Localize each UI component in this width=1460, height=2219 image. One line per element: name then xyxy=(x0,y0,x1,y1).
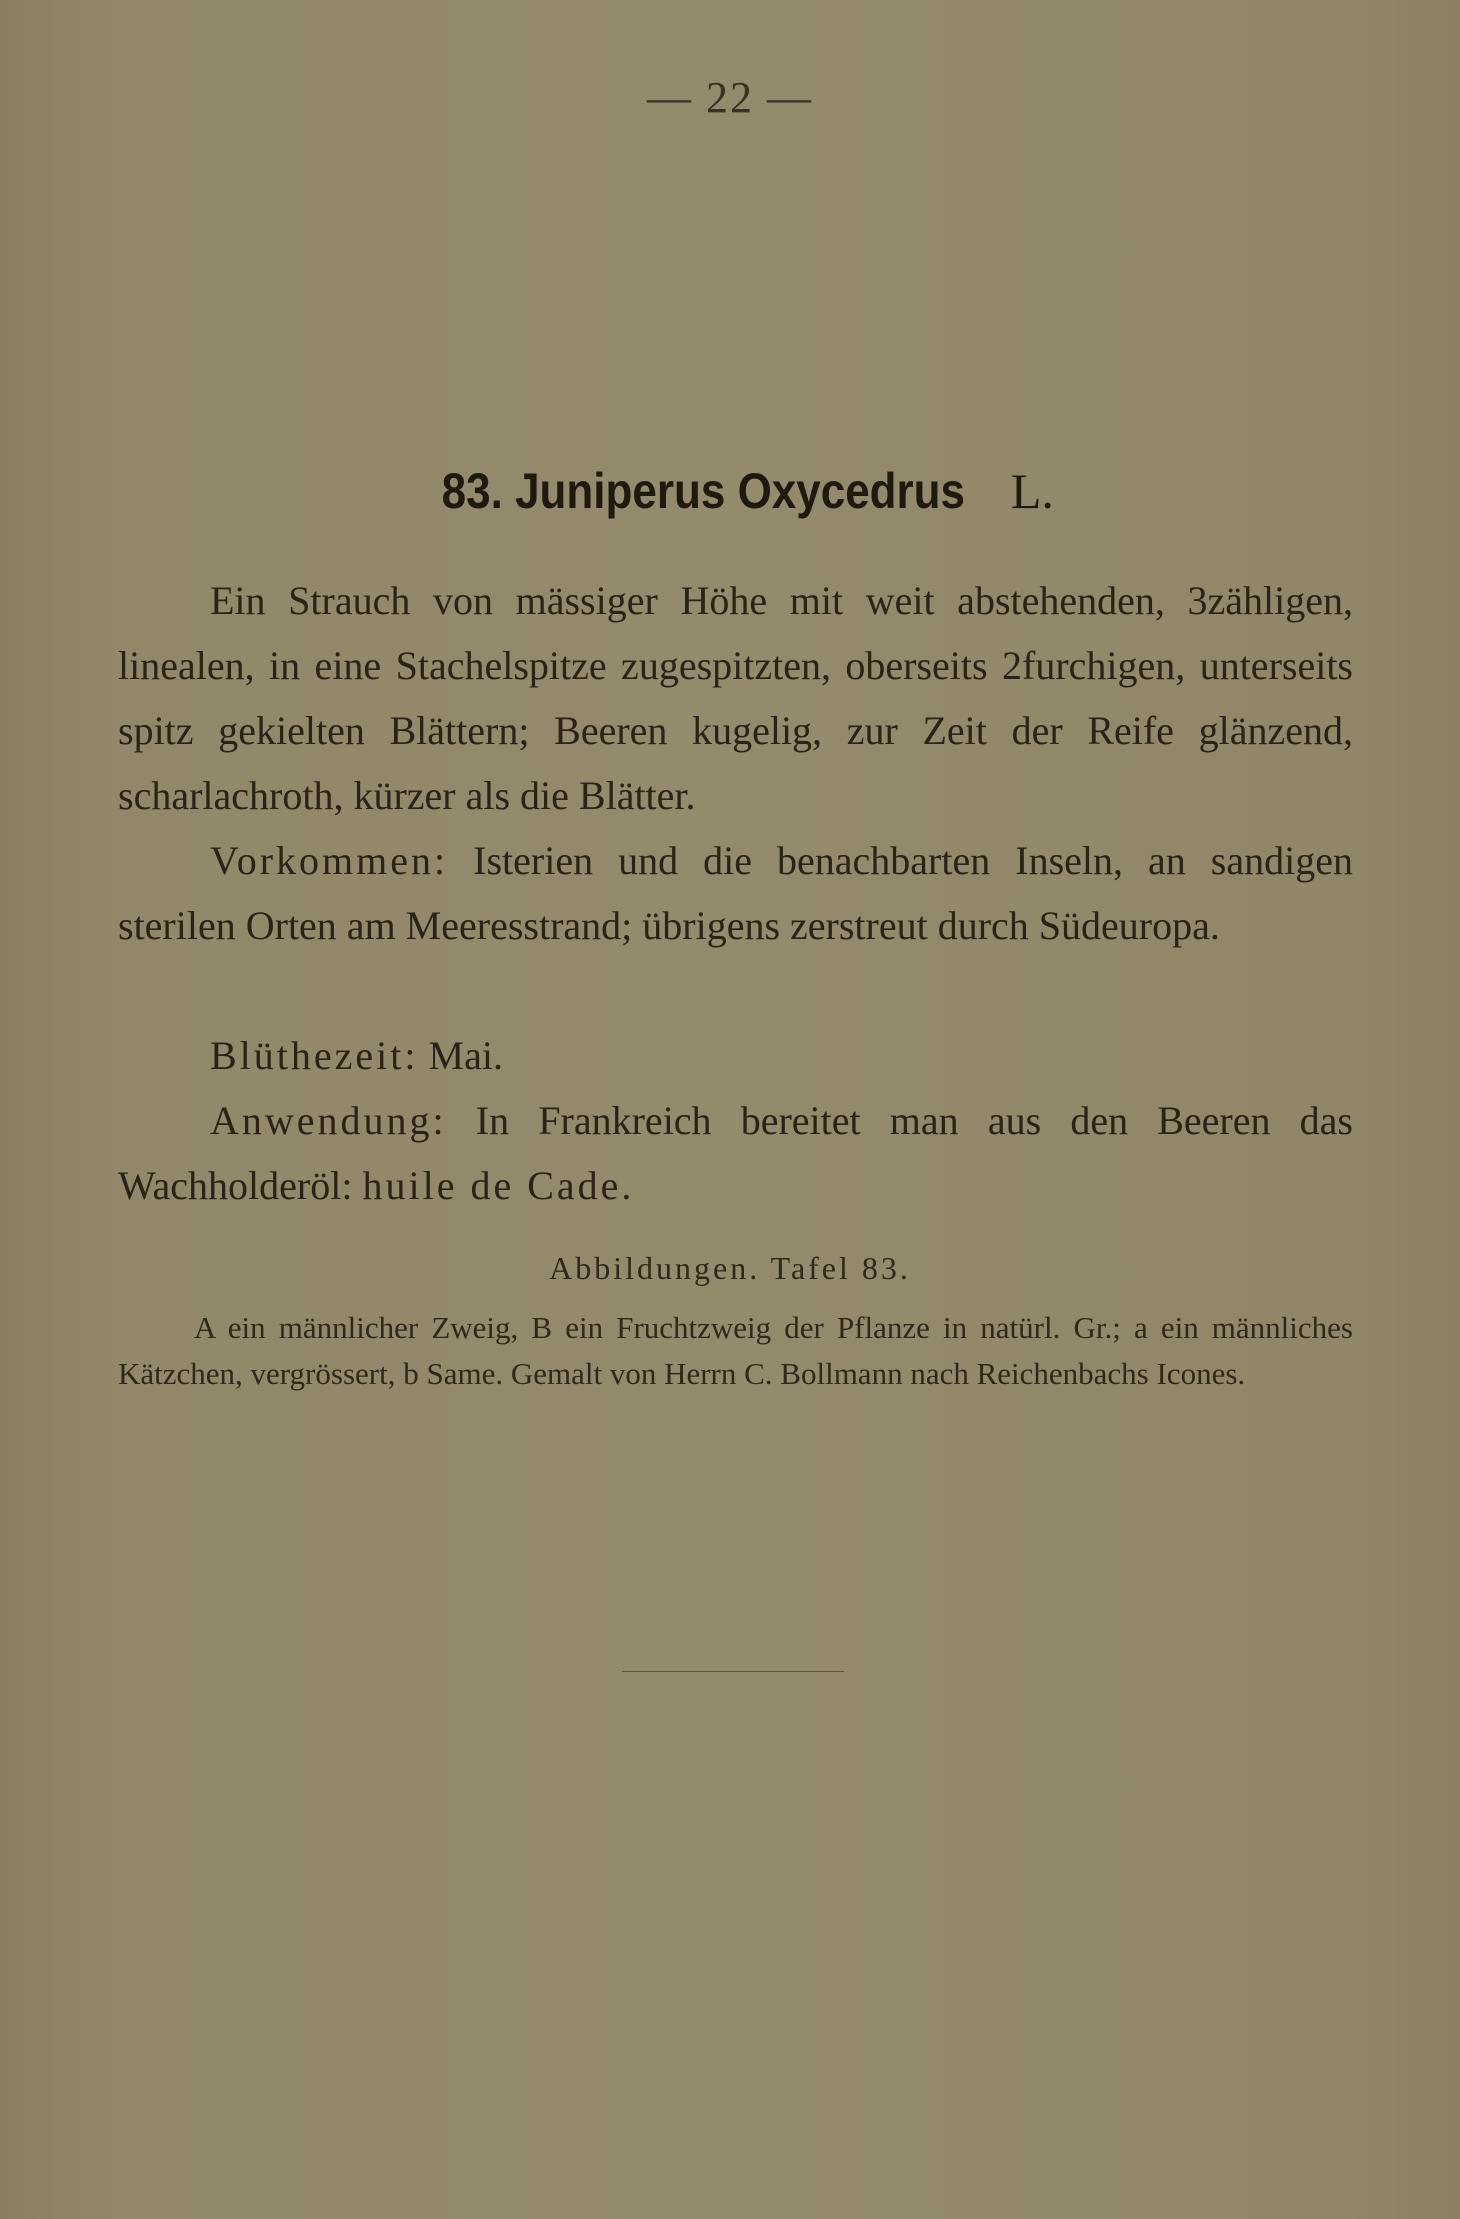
usage-text: In Frankreich bereitet man aus den Beeren das Wachholderöl: xyxy=(118,1098,1353,1208)
flowering-text: Mai. xyxy=(418,1033,503,1078)
occurrence-block xyxy=(118,828,1353,958)
usage-block xyxy=(118,1088,1353,1218)
flowering-paragraph xyxy=(118,1023,1353,1088)
description-block xyxy=(118,568,1353,828)
occurrence-paragraph xyxy=(118,828,1353,958)
occurrence-text: Isterien und die benachbarten Inseln, an sandigen sterilen Orten am Meeresstrand; übrigens zerstreut durch Südeuropa. xyxy=(118,838,1353,948)
species-author: L. xyxy=(1010,463,1054,519)
usage-label: Anwendung: xyxy=(210,1098,447,1143)
description-paragraph: Ein Strauch von mässiger Höhe mit weit abstehenden, 3zähligen, linealen, in eine Stachelspitze zugespitzten, oberseits 2furchigen, unterseits spitz gekielten Blättern; Beeren kugelig, zur Zeit der Reife glänzend, scharlachroth, kürzer als die Blätter. xyxy=(118,578,1353,818)
usage-term: huile de Cade. xyxy=(362,1163,635,1208)
flowering-label: Blüthezeit: xyxy=(210,1033,419,1078)
illustrations-caption: A ein männlicher Zweig, B ein Fruchtzweig der Pflanze in natürl. Gr.; a ein männliches Kätzchen, vergrössert, b Same. Gemalt von Herrn C. Bollmann nach Reichenbachs Icones. xyxy=(118,1310,1353,1391)
section-divider xyxy=(622,1671,844,1672)
occurrence-label: Vorkommen: xyxy=(210,838,449,883)
flowering-block xyxy=(118,1023,1353,1088)
species-title xyxy=(0,462,1460,520)
species-name: 83. Juniperus Oxycedrus xyxy=(441,463,966,519)
usage-paragraph xyxy=(118,1088,1353,1218)
page-number: — 22 — xyxy=(647,73,813,122)
illustrations-heading: Abbildungen. Tafel 83. xyxy=(549,1250,911,1286)
